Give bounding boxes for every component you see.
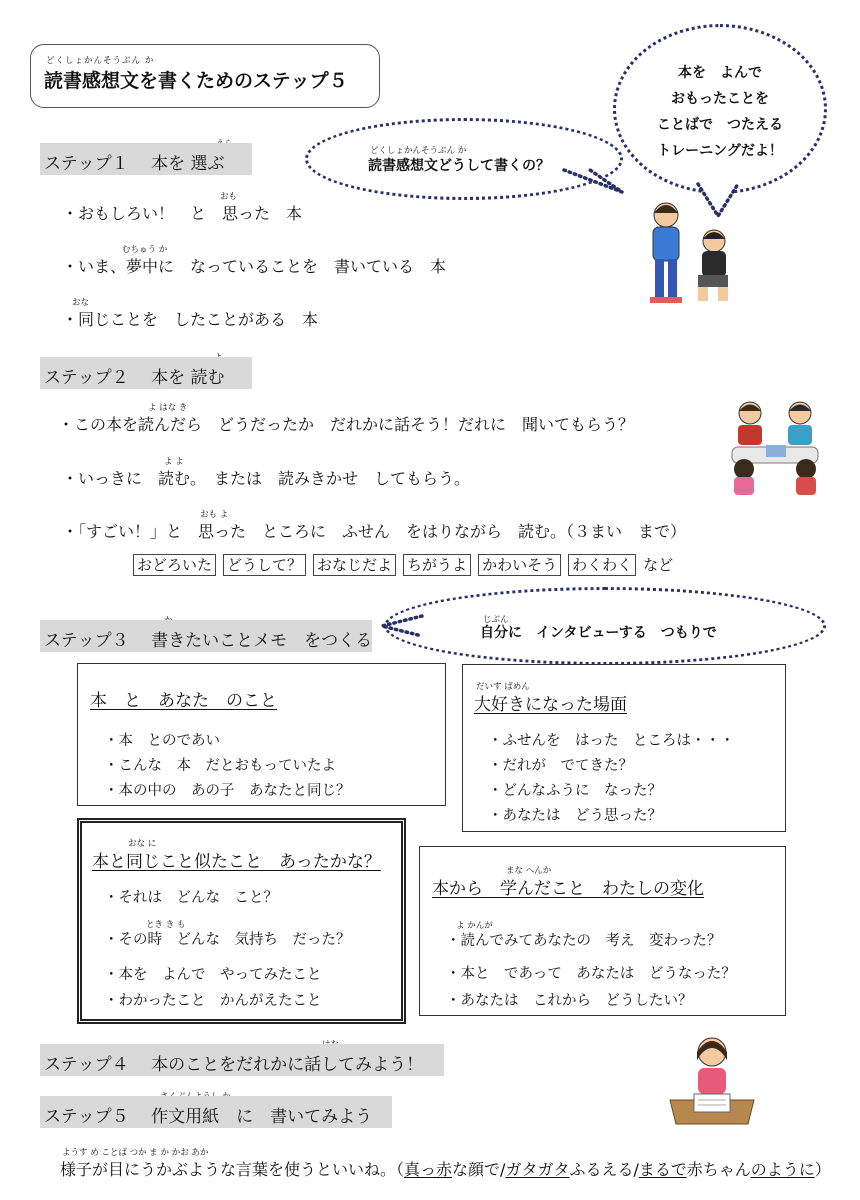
purpose-line-1: 本を よんで — [678, 65, 762, 81]
girl-writing-illustration — [664, 1030, 760, 1128]
interview-bubble-text: 自分に インタビューする つもりで — [480, 625, 717, 641]
step1-item1-ruby: おも — [220, 192, 238, 202]
step4-header: ステップ４ 本のことをだれかに話してみよう！ — [40, 1044, 444, 1076]
step2-header: ステップ２ 本を 読む — [40, 357, 252, 389]
footer-ruby: ようす め ことば つか ま か かお あか — [62, 1148, 209, 1158]
reading-group-illustration — [722, 395, 828, 499]
memo-same-similar-ruby: おな に — [128, 839, 157, 849]
memo-favorite-scene-title: 大好きになった場面 — [474, 695, 627, 715]
step1-item2-ruby: むちゅう か — [122, 245, 168, 255]
memo-learned-line-1-ruby: よ かんが — [456, 921, 493, 931]
purpose-line-2: おもったことを — [671, 91, 769, 107]
memo-same-similar-line-3: ・本を よんで やってみたこと — [104, 967, 322, 983]
memo-you-and-book-line-1: ・本 とのであい — [104, 733, 220, 749]
reaction-tags — [133, 554, 673, 576]
footer-underlined-2: ガタガタ — [505, 1160, 570, 1179]
memo-you-and-book-title: 本 と あなた のこと — [90, 691, 277, 711]
footer-part-5: ） — [814, 1160, 831, 1179]
memo-you-and-book-line-3: ・本の中の あの子 あなたと同じ？ — [104, 783, 351, 799]
memo-learned-line-1: ・読んでみてあなたの 考え 変わった？ — [446, 933, 722, 949]
step1-item-3: ・同じことを したことがある 本 — [62, 310, 319, 329]
footer-tip — [60, 1157, 831, 1180]
tag-same: おなじだよ — [313, 554, 396, 576]
memo-you-and-book-line-2: ・こんな 本 だとおもっていたよ — [104, 758, 336, 774]
step1-item3-ruby: おな — [72, 298, 90, 308]
tag-surprised: おどろいた — [133, 554, 216, 576]
memo-same-similar-line-2-ruby: とき き も — [146, 920, 186, 930]
tag-pitiful: かわいそう — [478, 554, 561, 576]
memo-same-similar-line-1: ・それは どんな こと？ — [104, 890, 278, 906]
tags-tail: など — [643, 556, 674, 574]
why-bubble-text: 読書感想文どうして書くの？ — [368, 158, 550, 174]
kids-thinking-illustration — [628, 195, 748, 315]
interview-ruby: じぶん — [483, 615, 509, 625]
purpose-speech-bubble — [613, 24, 827, 194]
step2-item-2: ・いっきに 読む。 または 読みきかせ してもらう。 — [62, 469, 471, 488]
memo-learned-title: 本から 学んだこと わたしの変化 — [432, 879, 704, 899]
purpose-line-3: ことばで つたえる — [657, 117, 783, 133]
why-bubble-ruby: どくしょかんそうぶん か — [370, 146, 467, 156]
footer-part-2: な顔で/ — [452, 1160, 506, 1179]
page-title: 読書感想文を書くためのステップ５ — [44, 70, 348, 92]
tag-exciting: わくわく — [568, 554, 636, 576]
tag-why: どうして？ — [223, 554, 306, 576]
footer-part-3: ふるえる/ — [569, 1160, 639, 1179]
step3-header: ステップ３ 書きたいことメモ をつくる — [40, 620, 372, 652]
footer-underlined-1: 真っ赤 — [404, 1160, 453, 1179]
memo-same-similar-line-2: ・その時 どんな 気持ち だった？ — [104, 932, 351, 948]
footer-underlined-3: まるで — [638, 1160, 687, 1179]
memo-favorite-scene-line-3: ・どんなふうに なった？ — [488, 783, 662, 799]
memo-same-similar-title: 本と同じこと似たこと あったかな？ — [92, 852, 381, 872]
interview-bubble-tail — [378, 612, 428, 642]
memo-same-similar-line-4: ・わかったこと かんがえたこと — [104, 993, 322, 1009]
step2-item-3: ・「すごい！」と 思った ところに ふせん をはりながら 読む。（３まい まで） — [62, 522, 687, 541]
step1-item-1: ・おもしろい！ と 思った 本 — [62, 204, 303, 223]
memo-favorite-scene-line-1: ・ふせんを はった ところは・・・ — [488, 733, 735, 749]
step2-item1-ruby: よ はな き — [148, 403, 188, 413]
memo-learned-line-3: ・あなたは これから どうしたい？ — [446, 993, 693, 1009]
title-ruby: どくしょかんそうぶん か — [46, 56, 155, 66]
step1-header: ステップ１ 本を 選ぶ — [40, 143, 252, 175]
footer-underlined-4: のように — [750, 1160, 815, 1179]
memo-learned-ruby: まな へんか — [506, 866, 552, 876]
memo-favorite-scene-ruby: だいす ばめん — [476, 682, 530, 692]
step2-item2-ruby: よ よ — [164, 457, 184, 467]
tag-different: ちがうよ — [403, 554, 471, 576]
footer-part-1: 様子が目にうかぶような言葉を使うといいね。（ — [60, 1160, 405, 1179]
purpose-line-4: トレーニングだよ！ — [657, 143, 783, 159]
footer-part-4: 赤ちゃん — [686, 1160, 751, 1179]
step1-item-2: ・いま、夢中に なっていることを 書いている 本 — [62, 257, 447, 276]
memo-learned-line-2: ・本と であって あなたは どうなった？ — [446, 966, 736, 982]
step5-header: ステップ５ 作文用紙 に 書いてみよう — [40, 1096, 392, 1128]
memo-favorite-scene-line-4: ・あなたは どう思った？ — [488, 808, 662, 824]
step2-item-1: ・この本を読んだら どうだったか だれかに話そう！だれに 聞いてもらう？ — [58, 415, 635, 434]
step2-item3-ruby: おも よ — [200, 510, 229, 520]
memo-favorite-scene-line-2: ・だれが でてきた？ — [488, 758, 633, 774]
